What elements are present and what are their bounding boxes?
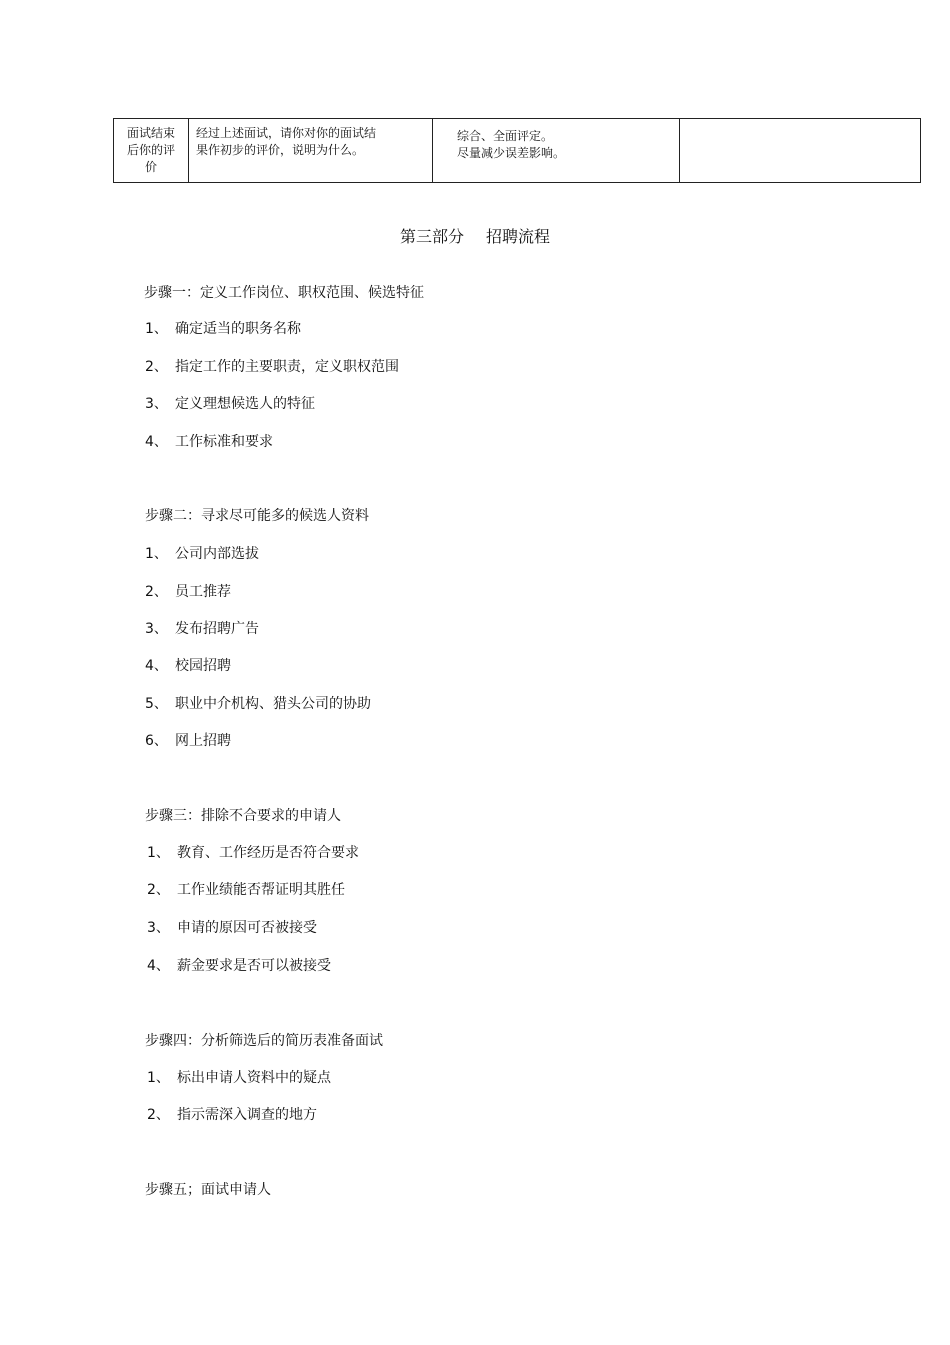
item-text: 教育、工作经历是否符合要求 bbox=[177, 845, 359, 861]
list-item bbox=[147, 956, 331, 976]
item-text: 申请的原因可否被接受 bbox=[177, 920, 317, 936]
list-item bbox=[145, 357, 399, 377]
item-text: 校园招聘 bbox=[175, 658, 231, 674]
item-number: 4、 bbox=[145, 658, 168, 674]
section-name: 招聘流程 bbox=[486, 227, 551, 246]
list-item bbox=[145, 544, 259, 564]
item-number: 1、 bbox=[147, 845, 170, 861]
item-number: 2、 bbox=[147, 1107, 170, 1123]
list-item bbox=[145, 731, 231, 751]
list-item bbox=[145, 582, 231, 602]
item-text: 标出申请人资料中的疑点 bbox=[177, 1070, 331, 1086]
list-item bbox=[147, 880, 345, 900]
item-number: 1、 bbox=[145, 321, 168, 337]
item-number: 1、 bbox=[145, 546, 168, 562]
item-number: 4、 bbox=[145, 434, 168, 450]
cell-text: 果作初步的评价，说明为什么。 bbox=[196, 143, 365, 157]
item-number: 3、 bbox=[147, 920, 170, 936]
item-number: 6、 bbox=[145, 733, 168, 749]
item-number: 2、 bbox=[145, 584, 168, 600]
table-cell-criteria bbox=[433, 119, 680, 183]
item-number: 4、 bbox=[147, 958, 170, 974]
list-item bbox=[145, 432, 273, 452]
step-title: 步骤一：定义工作岗位、职权范围、候选特征 bbox=[144, 285, 424, 301]
list-item bbox=[145, 619, 259, 639]
item-number: 3、 bbox=[145, 396, 168, 412]
item-number: 1、 bbox=[147, 1070, 170, 1086]
step-title: 步骤三：排除不合要求的申请人 bbox=[145, 808, 341, 824]
item-text: 工作标准和要求 bbox=[175, 434, 273, 450]
table-row bbox=[114, 119, 921, 183]
item-text: 确定适当的职务名称 bbox=[175, 321, 301, 337]
step-title: 步骤二：寻求尽可能多的候选人资料 bbox=[145, 508, 369, 524]
list-item bbox=[145, 394, 315, 414]
cell-text: 面试结束 bbox=[126, 126, 175, 140]
item-number: 3、 bbox=[145, 621, 168, 637]
item-text: 指示需深入调查的地方 bbox=[177, 1107, 317, 1123]
item-text: 网上招聘 bbox=[175, 733, 231, 749]
item-number: 2、 bbox=[145, 359, 168, 375]
list-item bbox=[145, 319, 301, 339]
cell-text: 经过上述面试，请你对你的面试结 bbox=[196, 126, 377, 140]
list-item bbox=[147, 843, 359, 863]
item-text: 发布招聘广告 bbox=[175, 621, 259, 637]
section-part: 第三部分 bbox=[399, 227, 464, 246]
item-text: 职业中介机构、猎头公司的协助 bbox=[175, 696, 371, 712]
cell-text: 后你的评 bbox=[126, 143, 175, 157]
item-text: 工作业绩能否帮证明其胜任 bbox=[177, 882, 345, 898]
table-cell-description bbox=[189, 119, 433, 183]
list-item bbox=[145, 694, 371, 714]
item-number: 5、 bbox=[145, 696, 168, 712]
step-title: 步骤五；面试申请人 bbox=[145, 1182, 271, 1198]
evaluation-table bbox=[113, 118, 921, 183]
item-text: 定义理想候选人的特征 bbox=[175, 396, 315, 412]
table-cell-empty bbox=[680, 119, 921, 183]
item-text: 公司内部选拔 bbox=[175, 546, 259, 562]
step-title: 步骤四：分析筛选后的简历表准备面试 bbox=[145, 1033, 383, 1049]
cell-text: 综合、全面评定。 bbox=[457, 129, 554, 143]
list-item bbox=[145, 656, 231, 676]
table-cell-question bbox=[114, 119, 189, 183]
item-number: 2、 bbox=[147, 882, 170, 898]
cell-text: 尽量减少误差影响。 bbox=[457, 146, 566, 160]
item-text: 员工推荐 bbox=[175, 584, 231, 600]
cell-text: 价 bbox=[144, 160, 157, 174]
item-text: 指定工作的主要职责，定义职权范围 bbox=[175, 359, 399, 375]
list-item bbox=[147, 1105, 317, 1125]
item-text: 薪金要求是否可以被接受 bbox=[177, 958, 331, 974]
list-item bbox=[147, 918, 317, 938]
list-item bbox=[147, 1068, 331, 1088]
section-title bbox=[0, 226, 950, 248]
